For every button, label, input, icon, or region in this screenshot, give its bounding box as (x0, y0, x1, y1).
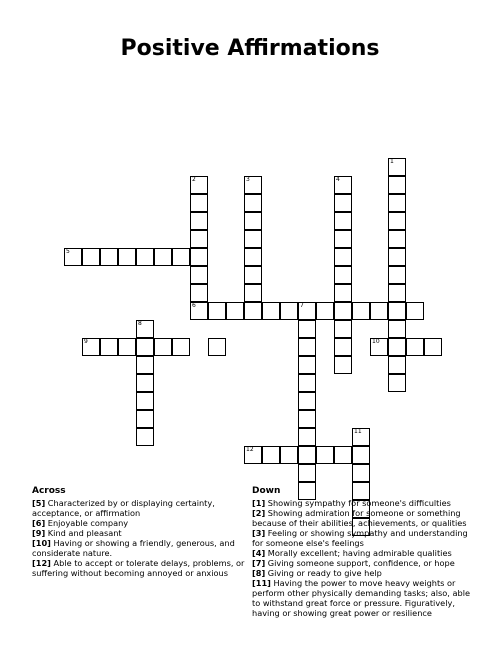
crossword-cell[interactable] (298, 464, 316, 482)
crossword-cell[interactable] (298, 428, 316, 446)
crossword-cell[interactable] (388, 194, 406, 212)
crossword-cell[interactable] (262, 446, 280, 464)
crossword-cell[interactable] (226, 302, 244, 320)
crossword-cell[interactable] (64, 248, 82, 266)
crossword-cell[interactable] (208, 302, 226, 320)
crossword-cell[interactable] (370, 302, 388, 320)
cell-number: 6 (192, 302, 196, 309)
across-clues (32, 486, 248, 578)
crossword-cell[interactable] (334, 176, 352, 194)
crossword-cell[interactable] (352, 302, 370, 320)
clue-number: [10] (32, 538, 51, 548)
crossword-cell[interactable] (352, 446, 370, 464)
clue-number: [5] (32, 498, 46, 508)
crossword-cell[interactable] (136, 248, 154, 266)
crossword-cell[interactable] (190, 248, 208, 266)
crossword-cell[interactable] (172, 248, 190, 266)
clue-text: Able to accept or tolerate delays, problems, or suffering without becoming annoyed or anxious (32, 558, 245, 578)
crossword-cell[interactable] (244, 284, 262, 302)
crossword-cell[interactable] (334, 320, 352, 338)
crossword-cell[interactable] (334, 302, 352, 320)
clue-text: Enjoyable company (47, 518, 129, 528)
crossword-cell[interactable] (334, 230, 352, 248)
clue-number: [1] (252, 498, 266, 508)
crossword-cell[interactable] (244, 248, 262, 266)
clue-text: Morally excellent; having admirable qualities (267, 548, 452, 558)
clue-number: [8] (252, 568, 266, 578)
cell-number: 4 (336, 176, 340, 183)
crossword-cell[interactable] (298, 410, 316, 428)
crossword-cell[interactable] (136, 374, 154, 392)
crossword-cell[interactable] (316, 302, 334, 320)
clue-number: [7] (252, 558, 266, 568)
crossword-cell[interactable] (190, 212, 208, 230)
clue-number: [12] (32, 558, 51, 568)
cell-number: 11 (354, 428, 362, 435)
crossword-cell[interactable] (334, 248, 352, 266)
down-clue (252, 508, 474, 528)
crossword-cell[interactable] (406, 338, 424, 356)
crossword-cell[interactable] (298, 302, 316, 320)
crossword-cell[interactable] (388, 230, 406, 248)
crossword-cell[interactable] (424, 338, 442, 356)
clue-text: Giving or ready to give help (267, 568, 382, 578)
crossword-cell[interactable] (352, 464, 370, 482)
down-clue (252, 498, 474, 508)
clue-number: [11] (252, 578, 271, 588)
cell-number: 8 (138, 320, 142, 327)
cell-number: 9 (84, 338, 88, 345)
crossword-cell[interactable] (298, 338, 316, 356)
crossword-cell[interactable] (388, 176, 406, 194)
crossword-cell[interactable] (334, 284, 352, 302)
clue-number: [9] (32, 528, 46, 538)
down-clue (252, 558, 474, 568)
crossword-cell[interactable] (82, 338, 100, 356)
crossword-cell[interactable] (334, 194, 352, 212)
down-heading: Down (252, 486, 281, 496)
crossword-cell[interactable] (388, 356, 406, 374)
crossword-cell[interactable] (334, 266, 352, 284)
crossword-cell[interactable] (280, 302, 298, 320)
crossword-cell[interactable] (136, 392, 154, 410)
clue-number: [4] (252, 548, 266, 558)
crossword-cell[interactable] (298, 374, 316, 392)
down-clue (252, 548, 474, 558)
down-clues (252, 486, 474, 618)
clue-text: Having or showing a friendly, generous, and considerate nature. (32, 538, 235, 558)
clue-text: Having the power to move heavy weights or perform other physically demanding tasks; also, able to withstand great force or pressure. Figuratively, having or showing great power or resilience (252, 578, 471, 618)
cell-number: 12 (246, 446, 254, 453)
crossword-cell[interactable] (82, 248, 100, 266)
down-clue (252, 568, 474, 578)
crossword-cell[interactable] (190, 230, 208, 248)
across-clue (32, 558, 248, 578)
clue-text: Showing admiration for someone or something because of their abilities, achievements, or qualities (252, 508, 467, 528)
cell-number: 2 (192, 176, 196, 183)
crossword-cell[interactable] (118, 338, 136, 356)
crossword-cell[interactable] (388, 320, 406, 338)
clue-text: Feeling or showing sympathy and understanding for someone else's feelings (252, 528, 468, 548)
cell-number: 3 (246, 176, 250, 183)
across-clue (32, 538, 248, 558)
crossword-cell[interactable] (244, 176, 262, 194)
crossword-cell[interactable] (334, 338, 352, 356)
crossword-cell[interactable] (100, 338, 118, 356)
crossword-cell[interactable] (388, 248, 406, 266)
clue-text: Kind and pleasant (47, 528, 122, 538)
crossword-cell[interactable] (388, 302, 406, 320)
crossword-cell[interactable] (190, 284, 208, 302)
crossword-cell[interactable] (316, 446, 334, 464)
crossword-cell[interactable] (298, 446, 316, 464)
crossword-cell[interactable] (244, 194, 262, 212)
crossword-cell[interactable] (388, 338, 406, 356)
cell-number: 1 (390, 158, 394, 165)
crossword-cell[interactable] (334, 356, 352, 374)
page-title: Positive Affirmations (120, 36, 380, 61)
crossword-cell[interactable] (334, 212, 352, 230)
crossword-cell[interactable] (172, 338, 190, 356)
crossword-cell[interactable] (298, 356, 316, 374)
crossword-cell[interactable] (154, 248, 172, 266)
crossword-cell[interactable] (298, 320, 316, 338)
crossword-cell[interactable] (388, 158, 406, 176)
crossword-cell[interactable] (190, 176, 208, 194)
crossword-cell[interactable] (370, 338, 388, 356)
crossword-cell[interactable] (244, 266, 262, 284)
crossword-cell[interactable] (190, 266, 208, 284)
clue-number: [6] (32, 518, 46, 528)
crossword-cell[interactable] (334, 446, 352, 464)
crossword-cell[interactable] (280, 446, 298, 464)
clue-text: Characterized by or displaying certainty, acceptance, or affirmation (32, 498, 215, 518)
across-clue (32, 528, 248, 538)
crossword-cell[interactable] (136, 356, 154, 374)
crossword-cell[interactable] (388, 374, 406, 392)
across-heading: Across (32, 486, 66, 496)
across-clue (32, 518, 248, 528)
crossword-cell[interactable] (352, 428, 370, 446)
across-clue (32, 498, 248, 518)
cell-number: 7 (300, 302, 304, 309)
cell-number: 5 (66, 248, 70, 255)
down-clue (252, 578, 474, 618)
crossword-cell[interactable] (388, 284, 406, 302)
crossword-cell[interactable] (244, 446, 262, 464)
crossword-cell[interactable] (100, 248, 118, 266)
crossword-cell[interactable] (208, 338, 226, 356)
crossword-cell[interactable] (262, 302, 280, 320)
crossword-cell[interactable] (388, 266, 406, 284)
crossword-cell[interactable] (244, 230, 262, 248)
crossword-cell[interactable] (190, 302, 208, 320)
clue-text: Giving someone support, confidence, or hope (267, 558, 455, 568)
crossword-cell[interactable] (136, 320, 154, 338)
crossword-cell[interactable] (118, 248, 136, 266)
clue-text: Showing sympathy for someone's difficulties (267, 498, 451, 508)
crossword-cell[interactable] (406, 302, 424, 320)
crossword-cell[interactable] (136, 428, 154, 446)
crossword-cell[interactable] (298, 392, 316, 410)
crossword-cell[interactable] (244, 212, 262, 230)
crossword-cell[interactable] (190, 194, 208, 212)
crossword-cell[interactable] (244, 302, 262, 320)
clue-number: [3] (252, 528, 266, 538)
crossword-cell[interactable] (136, 410, 154, 428)
crossword-cell[interactable] (154, 338, 172, 356)
cell-number: 10 (372, 338, 380, 345)
crossword-cell[interactable] (136, 338, 154, 356)
crossword-cell[interactable] (388, 212, 406, 230)
clue-number: [2] (252, 508, 266, 518)
down-clue (252, 528, 474, 548)
